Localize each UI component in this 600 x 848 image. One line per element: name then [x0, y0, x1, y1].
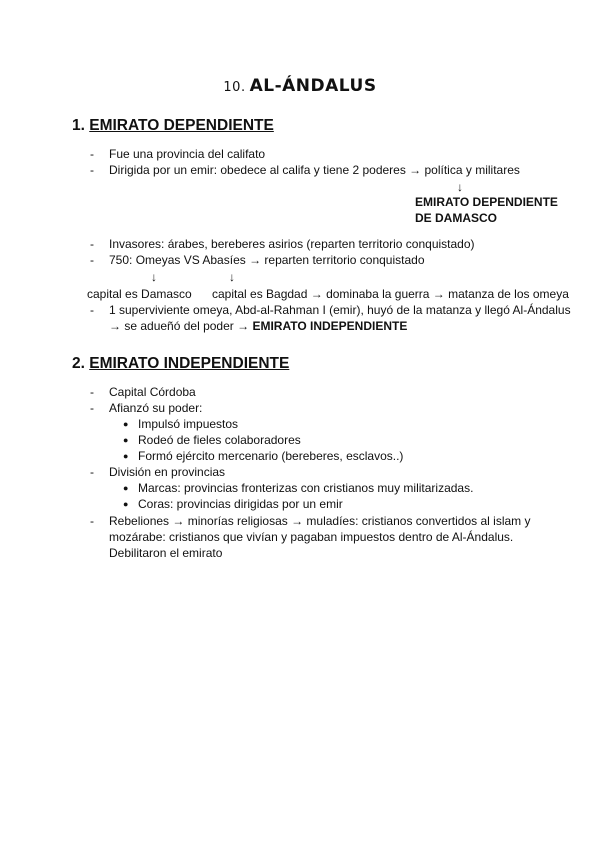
page-title	[0, 76, 600, 96]
list-item: 750: Omeyas VS Abasíes → reparten territorio conquistado	[109, 253, 425, 267]
section-2-heading	[72, 355, 289, 373]
list-item: División en provincias	[109, 465, 226, 479]
sub-list-item: Marcas: provincias fronterizas con cristianos muy militarizadas.	[138, 481, 474, 495]
bullet-icon: ●	[123, 499, 129, 509]
list-item: Dirigida por un emir: obedece al califa y tiene 2 poderes → política y militares	[109, 163, 520, 177]
list-dash: -	[90, 147, 94, 161]
callout-line: EMIRATO DEPENDIENTE	[415, 195, 558, 209]
section-1-title: EMIRATO DEPENDIENTE	[89, 117, 274, 134]
title-text: AL-ÁNDALUS	[249, 76, 377, 96]
list-item: Capital Córdoba	[109, 385, 196, 399]
bullet-icon: ●	[123, 419, 129, 429]
section-1-number: 1.	[72, 117, 85, 134]
list-dash: -	[90, 465, 94, 479]
down-arrow-icon: ↓	[151, 270, 157, 284]
bullet-icon: ●	[123, 435, 129, 445]
list-dash: -	[90, 401, 94, 415]
list-item-text: → se adueñó del poder →	[109, 319, 250, 333]
list-item-continuation: mozárabe: cristianos que vivían y pagaban impuestos dentro de Al-Ándalus.	[109, 530, 514, 544]
sub-list-item: Rodeó de fieles colaboradores	[138, 433, 301, 447]
list-item: 1 superviviente omeya, Abd-al-Rahman I (emir), huyó de la matanza y llegó Al-Ándalus	[109, 303, 571, 317]
list-item-continuation: Debilitaron el emirato	[109, 546, 223, 560]
capital-bagdad: capital es Bagdad → dominaba la guerra → matanza de los omeya	[212, 287, 569, 301]
down-arrow-icon: ↓	[457, 180, 463, 194]
list-item-continuation	[109, 319, 407, 333]
bullet-icon: ●	[123, 483, 129, 493]
down-arrow-icon: ↓	[229, 270, 235, 284]
sub-list-item: Coras: provincias dirigidas por un emir	[138, 497, 343, 511]
list-item: Afianzó su poder:	[109, 401, 203, 415]
list-item: Rebeliones → minorías religiosas → muladíes: cristianos convertidos al islam y	[109, 514, 531, 528]
list-item-bold: EMIRATO INDEPENDIENTE	[252, 319, 408, 333]
list-dash: -	[90, 514, 94, 528]
list-dash: -	[90, 385, 94, 399]
list-dash: -	[90, 237, 94, 251]
bullet-icon: ●	[123, 451, 129, 461]
list-item: Invasores: árabes, bereberes asirios (reparten territorio conquistado)	[109, 237, 475, 251]
title-number: 10.	[223, 80, 246, 95]
list-dash: -	[90, 253, 94, 267]
sub-list-item: Impulsó impuestos	[138, 417, 239, 431]
list-dash: -	[90, 163, 94, 177]
section-1-heading	[72, 117, 274, 135]
list-dash: -	[90, 303, 94, 317]
list-item: Fue una provincia del califato	[109, 147, 266, 161]
section-2-number: 2.	[72, 355, 85, 372]
section-2-title: EMIRATO INDEPENDIENTE	[89, 355, 290, 372]
sub-list-item: Formó ejército mercenario (bereberes, esclavos..)	[138, 449, 404, 463]
callout-line: DE DAMASCO	[415, 211, 498, 225]
capital-damasco: capital es Damasco	[87, 287, 192, 301]
